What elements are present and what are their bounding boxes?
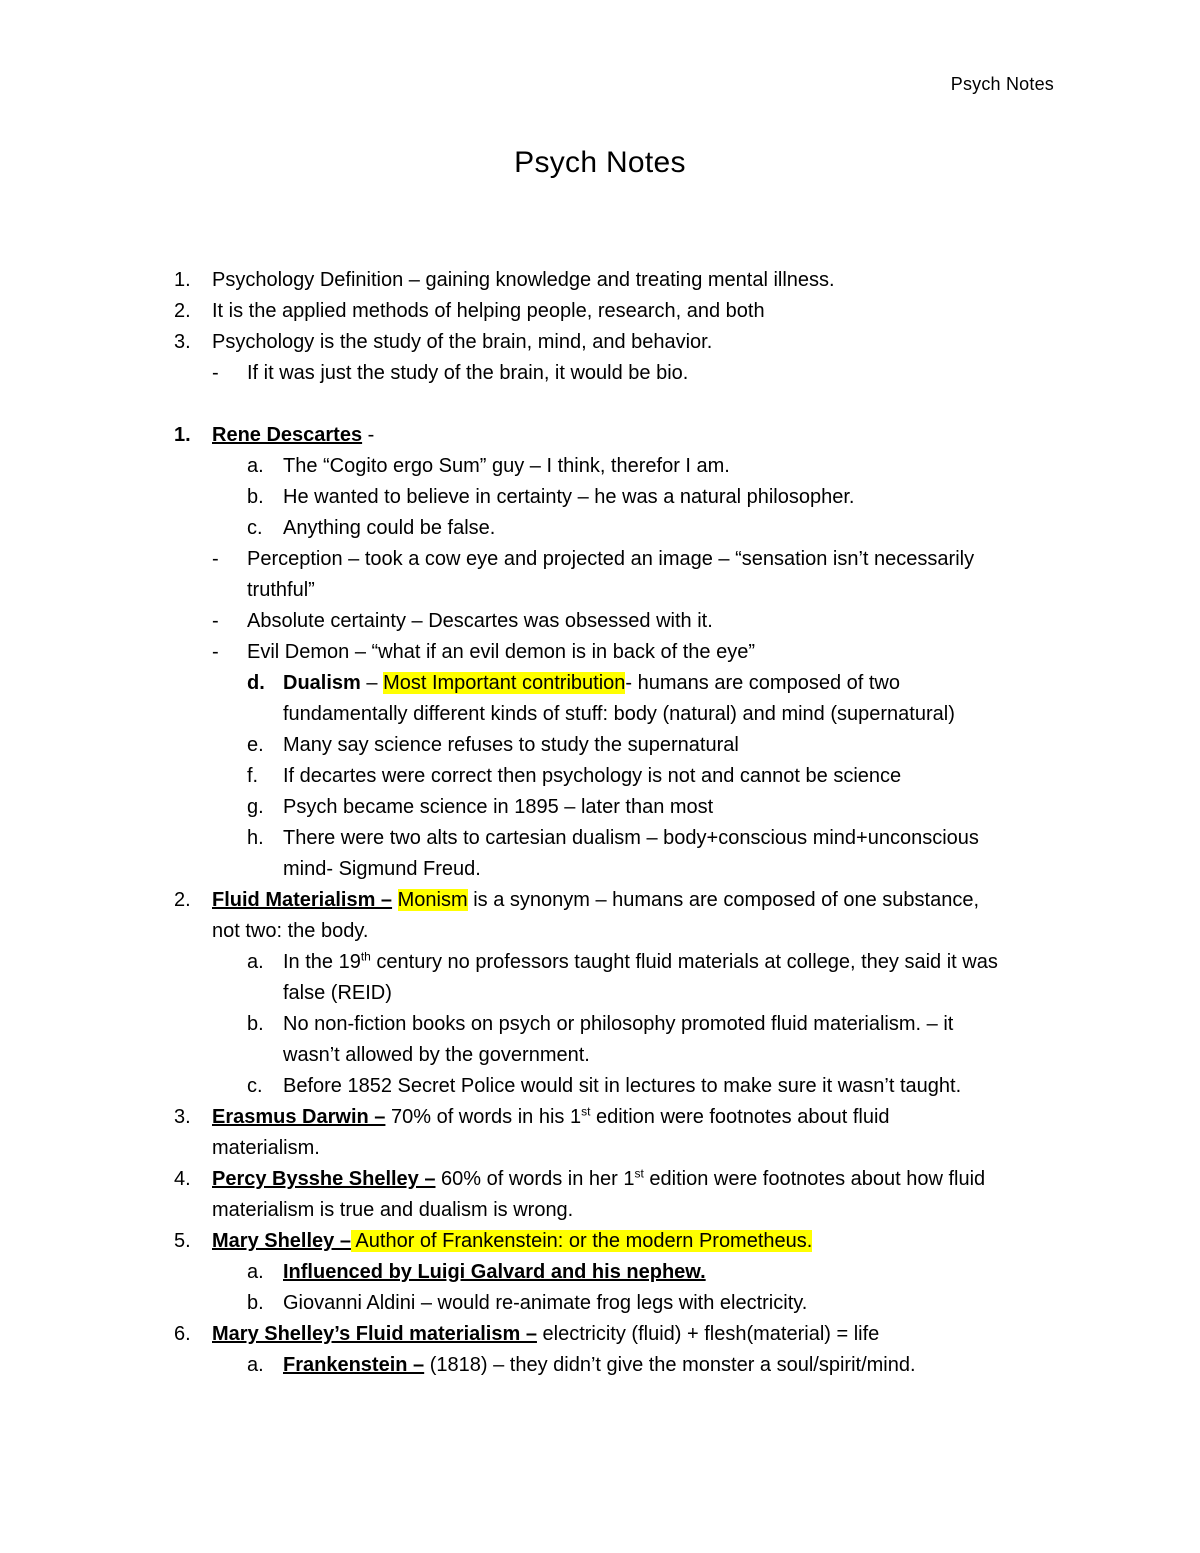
rest-text: (1818) – they didn’t give the monster a soul/spirit/mind. [424,1354,916,1376]
text-part: century no professors taught fluid materials at college, they said it was [370,951,998,973]
page-title: Psych Notes [514,146,686,179]
sub-marker: b. [247,1292,264,1314]
sub-item [0,1257,1200,1288]
list-number: 4. [174,1168,191,1190]
sub-marker: c. [247,1075,263,1097]
sub-item [0,761,1200,792]
list-number: 1. [174,424,191,446]
list-item [0,1102,1200,1133]
superscript: st [634,1166,644,1181]
list-item [0,420,1200,451]
sub-marker: h. [247,827,264,849]
dash-text: Perception – took a cow eye and projected an image – “sensation isn’t necessarily [247,548,975,570]
sub-marker: b. [247,1013,264,1035]
list-number: 6. [174,1323,191,1345]
dash-item [0,358,1200,389]
sub-text: Giovanni Aldini – would re-animate frog legs with electricity. [283,1292,808,1314]
list-number: 2. [174,300,191,322]
sub-text: He wanted to believe in certainty – he was a natural philosopher. [283,486,855,508]
list-text: It is the applied methods of helping people, research, and both [212,300,765,322]
section-heading: Mary Shelley – [212,1230,351,1252]
dash-text: Evil Demon – “what if an evil demon is in back of the eye” [247,641,756,663]
highlighted-text: Most Important contribution [383,672,626,694]
list-item [0,1319,1200,1350]
sub-marker: d. [247,672,265,694]
heading-suffix: - [362,424,375,446]
running-header: Psych Notes [950,74,1054,94]
sub-text: false (REID) [283,982,392,1004]
sub-text: Before 1852 Secret Police would sit in lectures to make sure it wasn’t taught. [283,1075,962,1097]
separator: – [360,672,384,694]
dash-text: Absolute certainty – Descartes was obsessed with it. [247,610,713,632]
list-text [212,420,374,451]
list-item [0,885,1200,916]
sub-item [0,947,1200,978]
section-heading: Erasmus Darwin – [212,1106,386,1128]
bold-term: Frankenstein – [283,1354,425,1376]
sub-text [283,947,998,978]
text-part: 60% of words in her 1 [435,1168,635,1190]
list-text [212,1164,985,1195]
superscript: st [581,1104,591,1119]
sub-item-continuation [0,978,1200,1009]
sub-marker: g. [247,796,264,818]
text-part: 70% of words in his 1 [385,1106,582,1128]
list-number: 5. [174,1230,191,1252]
dash-marker: - [212,641,219,663]
sub-text [283,668,900,699]
sub-marker: a. [247,1354,264,1376]
rest-text: - humans are composed of two [625,672,900,694]
sub-text: Many say science refuses to study the supernatural [283,734,739,756]
sub-item [0,1071,1200,1102]
sub-text: Influenced by Luigi Galvard and his nephew. [283,1261,706,1283]
section-heading: Percy Bysshe Shelley – [212,1168,436,1190]
sub-marker: a. [247,455,264,477]
dash-text: If it was just the study of the brain, it would be bio. [247,362,689,384]
list-number: 2. [174,889,191,911]
section-heading: Rene Descartes [212,424,363,446]
sub-marker: e. [247,734,264,756]
section-heading: Mary Shelley’s Fluid materialism – [212,1323,537,1345]
dash-marker: - [212,610,219,632]
dash-item [0,637,1200,668]
rest-text: electricity (fluid) + flesh(material) = life [536,1323,880,1345]
list-item-continuation [0,1133,1200,1164]
list-text [212,1226,812,1257]
list-text: materialism. [212,1137,320,1159]
spacer [0,389,1200,420]
list-text: materialism is true and dualism is wrong. [212,1199,574,1221]
list-text [212,1102,890,1133]
sub-item [0,482,1200,513]
rest-text: is a synonym – humans are composed of one substance, [467,889,980,911]
sub-item [0,668,1200,699]
list-text: Psychology Definition – gaining knowledge and treating mental illness. [212,269,835,291]
list-number: 1. [174,269,191,291]
sub-text: fundamentally different kinds of stuff: body (natural) and mind (supernatural) [283,703,955,725]
dash-item [0,544,1200,575]
sub-item [0,1350,1200,1381]
sub-marker: f. [247,765,259,787]
list-text: not two: the body. [212,920,369,942]
list-item [0,265,1200,296]
dash-item-continuation [0,575,1200,606]
sub-text: mind- Sigmund Freud. [283,858,481,880]
list-item [0,296,1200,327]
sub-item [0,1009,1200,1040]
text-part: edition were footnotes about fluid [590,1106,890,1128]
sub-marker: a. [247,951,264,973]
dash-marker: - [212,362,219,384]
sub-item [0,1288,1200,1319]
list-item [0,1164,1200,1195]
highlighted-text: Author of Frankenstein: or the modern Prometheus. [350,1230,813,1252]
notes-body [0,265,1200,1381]
list-text [212,885,979,916]
list-text: Psychology is the study of the brain, mind, and behavior. [212,331,713,353]
sub-item [0,792,1200,823]
list-item [0,1226,1200,1257]
sub-text [283,1350,916,1381]
list-text [212,1319,879,1350]
sub-text: The “Cogito ergo Sum” guy – I think, therefor I am. [283,455,730,477]
dash-text: truthful” [247,579,315,601]
bold-term: Dualism [283,672,361,694]
sub-text: Anything could be false. [283,517,496,539]
highlighted-text: Monism [397,889,468,911]
dash-item [0,606,1200,637]
sub-marker: b. [247,486,264,508]
sub-marker: a. [247,1261,264,1283]
sub-text: Psych became science in 1895 – later than most [283,796,714,818]
sub-item-continuation [0,699,1200,730]
superscript: th [360,949,371,964]
sub-marker: c. [247,517,263,539]
sub-item [0,823,1200,854]
text-part: In the 19 [283,951,361,973]
list-item-continuation [0,1195,1200,1226]
sub-text: wasn’t allowed by the government. [283,1044,590,1066]
dash-marker: - [212,548,219,570]
sub-text: If decartes were correct then psychology is not and cannot be science [283,765,902,787]
sub-text: No non-fiction books on psych or philosophy promoted fluid materialism. – it [283,1013,954,1035]
list-item-continuation [0,916,1200,947]
list-item [0,327,1200,358]
sub-item [0,730,1200,761]
section-heading: Fluid Materialism – [212,889,393,911]
sub-item-continuation [0,854,1200,885]
sub-item [0,513,1200,544]
sub-item-continuation [0,1040,1200,1071]
sub-item [0,451,1200,482]
sub-text: There were two alts to cartesian dualism – body+conscious mind+unconscious [283,827,979,849]
text-part: edition were footnotes about how fluid [643,1168,986,1190]
list-number: 3. [174,331,191,353]
list-number: 3. [174,1106,191,1128]
